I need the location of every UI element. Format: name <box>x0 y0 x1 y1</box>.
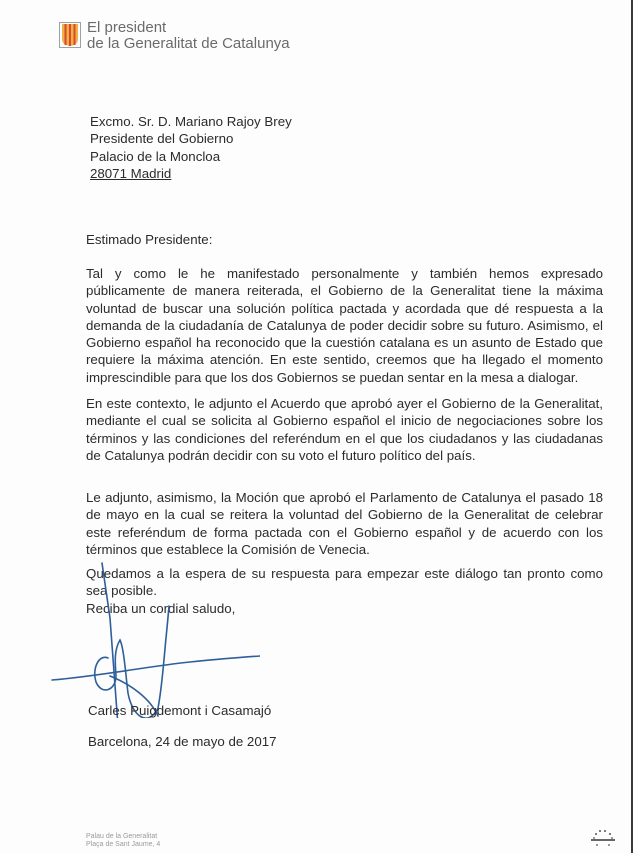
recipient-address <box>90 113 292 182</box>
footer-line-1: Palau de la Generalitat <box>86 833 158 840</box>
letterhead-title <box>87 20 290 52</box>
paragraph-4: Quedamos a la espera de su respuesta para empezar este diálogo tan pronto como sea posible. <box>86 566 603 599</box>
recipient-city: 28071 Madrid <box>90 165 172 181</box>
catalan-shield-logo-icon <box>59 22 81 48</box>
certification-seal-icon <box>588 826 618 848</box>
salutation: Estimado Presidente: <box>86 232 213 247</box>
paragraph-1: Tal y como le he manifestado personalmente y también hemos expresado públicamente de manera reiterada, el Gobierno de la Generalitat tiene la máxima voluntad de buscar una solución política pactada y acordada que dé respuesta a la demanda de la ciudadanía de Catalunya de poder decidir sobre su futuro. Asimismo, el Gobierno español ha reconocido que la cuestión catalana es un asunto de Estado que requiere la máxima atención. En este sentido, creemos que ha llegado el momento imprescindible para que los dos Gobiernos se puedan sentar en la mesa a dialogar. <box>86 266 603 385</box>
recipient-name: Excmo. Sr. D. Mariano Rajoy Brey <box>90 114 292 129</box>
place-and-date: Barcelona, 24 de mayo de 2017 <box>88 734 277 749</box>
paragraph-3: Le adjunto, asimismo, la Moción que aprobó el Parlamento de Catalunya el pasado 18 de mayo en la cual se reitera la voluntad del Gobierno de la Generalitat de celebrar este referéndum de forma pactada con el Gobierno español y de acuerdo con los términos que establece la Comisión de Venecia. <box>86 490 603 557</box>
letterhead-line-2: de la Generalitat de Catalunya <box>87 35 290 52</box>
footer-line-2: Plaça de Sant Jaume, 4 <box>86 841 161 848</box>
letterhead-line-1: El president <box>87 19 167 36</box>
footer-address <box>86 833 160 849</box>
recipient-title: Presidente del Gobierno <box>90 131 234 147</box>
paragraph-2: En este contexto, le adjunto el Acuerdo que aprobó ayer el Gobierno de la Generalitat, mediante el cual se solicita al Gobierno español el inicio de negociaciones sobre los términos y las condiciones del referéndum en el que los ciudadanos y las ciudadanas de Catalunya podrán decidir con su voto el futuro político del país. <box>86 396 603 463</box>
recipient-place: Palacio de la Moncloa <box>90 148 221 164</box>
signer-name: Carles Puigdemont i Casamajó <box>88 703 272 718</box>
closing: Reciba un cordial saludo, <box>86 601 236 616</box>
